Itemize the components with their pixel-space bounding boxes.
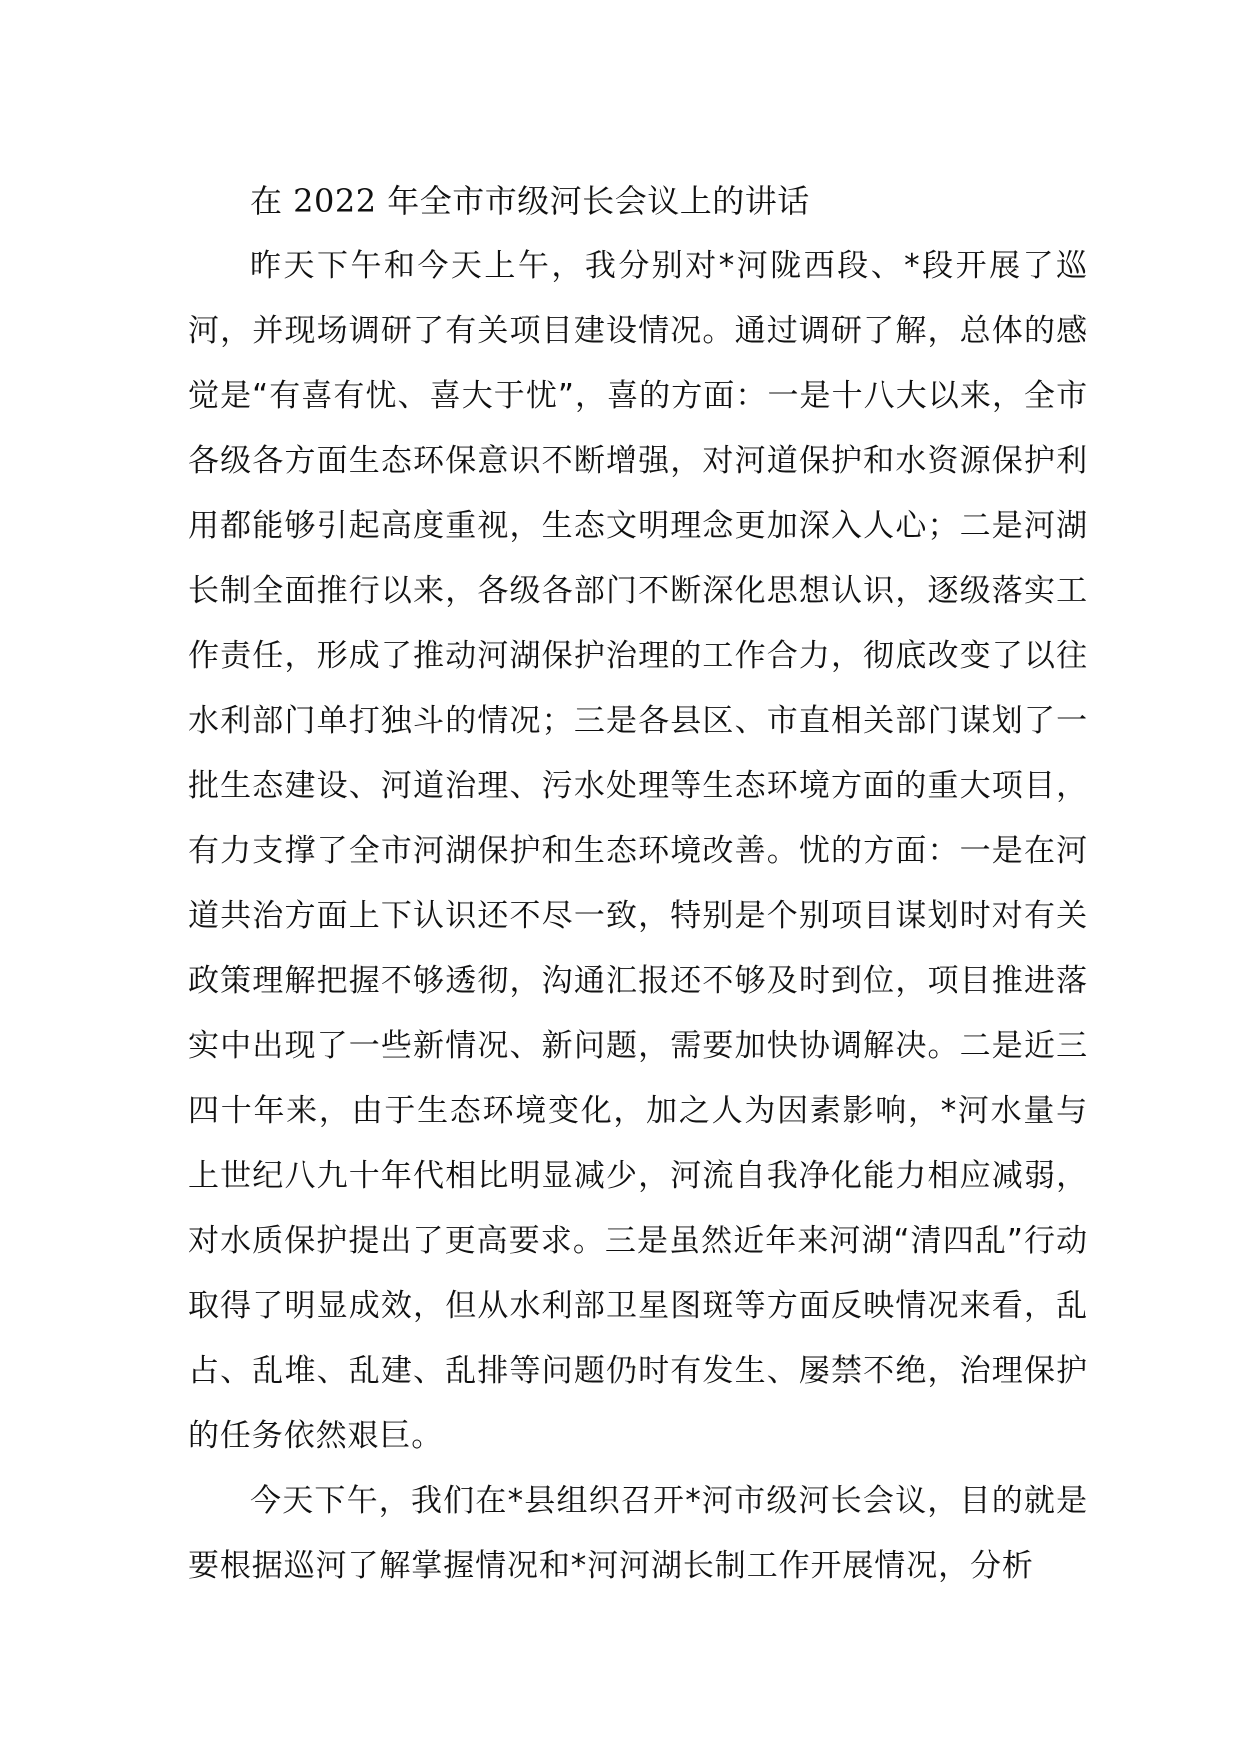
document-body bbox=[188, 168, 1088, 1599]
document-title: 在 2022 年全市市级河长会议上的讲话 bbox=[250, 182, 810, 220]
paragraph-1: 昨天下午和今天上午，我分别对*河陇西段、*段开展了巡河，并现场调研了有关项目建设情况。通过调研了解，总体的感觉是“有喜有忧、喜大于忧”，喜的方面：一是十八大以来，全市各级各方面生态环保意识不断增强，对河道保护和水资源保护利用都能够引起高度重视，生态文明理念更加深入人心；二是河湖长制全面推行以来，各级各部门不断深化思想认识，逐级落实工作责任，形成了推动河湖保护治理的工作合力，彻底改变了以往水利部门单打独斗的情况；三是各县区、市直相关部门谋划了一批生态建设、河道治理、污水处理等生态环境方面的重大项目，有力支撑了全市河湖保护和生态环境改善。忧的方面：一是在河道共治方面上下认识还不尽一致，特别是个别项目谋划时对有关政策理解把握不够透彻，沟通汇报还不够及时到位，项目推进落实中出现了一些新情况、新问题，需要加快协调解决。二是近三四十年来，由于生态环境变化，加之人为因素影响，*河水量与上世纪八九十年代相比明显减少，河流自我净化能力相应减弱，对水质保护提出了更高要求。三是虽然近年来河湖“清四乱”行动取得了明显成效，但从水利部卫星图斑等方面反映情况来看，乱占、乱堆、乱建、乱排等问题仍时有发生、屡禁不绝，治理保护的任务依然艰巨。 bbox=[188, 248, 1088, 1454]
paragraph-2: 今天下午，我们在*县组织召开*河市级河长会议，目的就是要根据巡河了解掌握情况和*河河湖长制工作开展情况，分析 bbox=[188, 1483, 1088, 1584]
